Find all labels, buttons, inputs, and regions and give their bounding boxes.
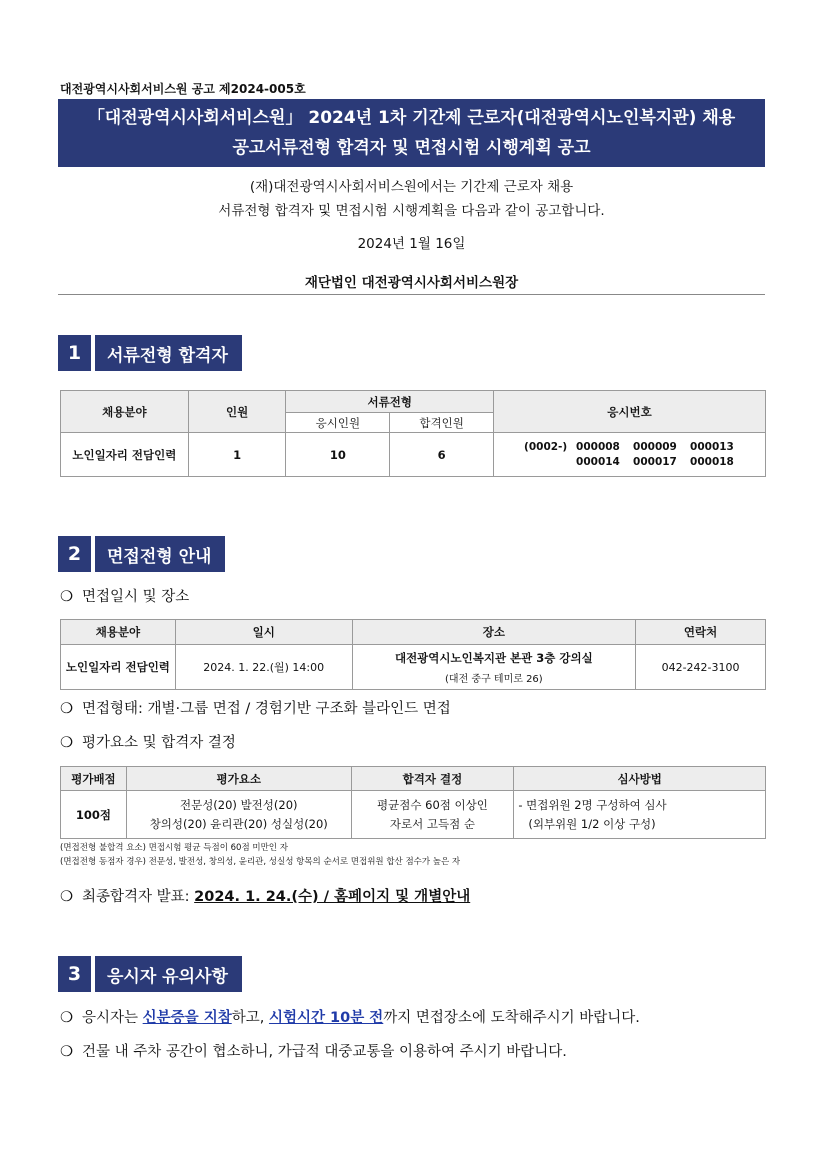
intro-line-1: (재)대전광역시사회서비스원에서는 기간제 근로자 채용 — [249, 179, 574, 195]
bullet-evaluation: ❍ 평가요소 및 합격자 결정 — [60, 735, 236, 751]
code-3: 000013 — [690, 440, 734, 453]
cell-applicant-numbers — [494, 433, 766, 477]
bring-id-emphasis: 신분증을 지참 — [142, 1010, 232, 1026]
section-1-number: 1 — [58, 335, 91, 371]
th-place: 장소 — [352, 620, 636, 645]
section-3-header — [58, 956, 242, 992]
cell-elements: 전문성(20) 발전성(20) 창의성(20) 윤리관(20) 성실성(20) — [126, 791, 351, 839]
th-passed: 합격인원 — [390, 413, 494, 433]
bullet-icon: ❍ — [60, 1044, 73, 1060]
evaluation-table — [60, 766, 766, 839]
section-3-title: 응시자 유의사항 — [95, 956, 242, 992]
section-3-number: 3 — [58, 956, 91, 992]
code-4: 000014 — [576, 455, 620, 468]
note-fail-criteria: (면접전형 불합격 요소) 면접시험 평균 득점이 60점 미만인 자 — [60, 843, 288, 853]
table-row — [61, 645, 766, 690]
arrival-time-emphasis: 시험시간 10분 전 — [268, 1010, 384, 1026]
th-method: 심사방법 — [514, 767, 766, 791]
th-count: 인원 — [188, 391, 286, 433]
cell-passed: 6 — [390, 433, 494, 477]
final-announcement-date: 2024. 1. 24.(수) / 홈페이지 및 개별안내 — [194, 889, 471, 905]
cell-field: 노인일자리 전담인력 — [61, 645, 176, 690]
section-1-header — [58, 335, 242, 371]
bullet-bring-id: ❍ 응시자는 신분증을 지참하고, 시험시간 10분 전까지 면접장소에 도착해주시기 바랍니다. — [60, 1010, 640, 1026]
th-elements: 평가요소 — [126, 767, 351, 791]
section-2-header — [58, 536, 225, 572]
th-score: 평가배점 — [61, 767, 127, 791]
bullet-final-announcement: ❍ 최종합격자 발표: 2024. 1. 24.(수) / 홈페이지 및 개별안내 — [60, 889, 471, 905]
intro-line-2: 서류전형 합격자 및 면접시험 시행계획을 다음과 같이 공고합니다. — [218, 203, 605, 219]
bullet-icon: ❍ — [60, 735, 73, 751]
bullet-interview-type: ❍ 면접형태: 개별·그룹 면접 / 경험기반 구조화 블라인드 면접 — [60, 701, 451, 717]
table-row — [61, 791, 766, 839]
bullet-icon: ❍ — [60, 589, 73, 605]
th-field: 채용분야 — [61, 391, 189, 433]
th-decision: 합격자 결정 — [351, 767, 514, 791]
bullet-icon: ❍ — [60, 701, 73, 717]
table-row — [61, 433, 766, 477]
cell-datetime: 2024. 1. 22.(월) 14:00 — [175, 645, 352, 690]
title-line-2: 공고서류전형 합격자 및 면접시험 시행계획 공고 — [232, 138, 591, 158]
cell-decision: 평균점수 60점 이상인 자로서 고득점 순 — [351, 791, 514, 839]
cell-contact: 042-242-3100 — [636, 645, 766, 690]
page-title — [58, 99, 765, 167]
note-tie-criteria: (면접전형 동점자 경우) 전문성, 발전성, 창의성, 윤리관, 성실성 항목의 순서로 면접위원 합산 점수가 높은 자 — [60, 857, 461, 867]
notice-number: 대전광역시사회서비스원 공고 제2024-005호 — [60, 82, 306, 96]
bullet-icon: ❍ — [60, 1010, 73, 1026]
section-2-number: 2 — [58, 536, 91, 572]
divider — [58, 294, 765, 295]
th-applicant-numbers: 응시번호 — [494, 391, 766, 433]
title-line-1: 「대전광역시사회서비스원」 2024년 1차 기간제 근로자(대전광역시노인복지관) 채용 — [87, 108, 736, 128]
cell-method: - 면접위원 2명 구성하여 심사 (외부위원 1/2 이상 구성) — [514, 791, 766, 839]
code-1: 000008 — [576, 440, 620, 453]
th-doc-screening: 서류전형 — [286, 391, 494, 413]
issuer: 재단법인 대전광역시사회서비스원장 — [304, 275, 519, 291]
code-prefix: (0002-) — [524, 440, 568, 453]
code-6: 000018 — [690, 455, 734, 468]
cell-applied: 10 — [286, 433, 390, 477]
th-datetime: 일시 — [175, 620, 352, 645]
place-address: (대전 중구 테미로 26) — [445, 673, 543, 685]
cell-score: 100점 — [61, 791, 127, 839]
section-2-title: 면접전형 안내 — [95, 536, 225, 572]
th-applied: 응시인원 — [286, 413, 390, 433]
bullet-parking: ❍ 건물 내 주차 공간이 협소하니, 가급적 대중교통을 이용하여 주시기 바랍니다. — [60, 1044, 567, 1060]
interview-schedule-table — [60, 619, 766, 690]
cell-place — [352, 645, 636, 690]
code-5: 000017 — [633, 455, 677, 468]
code-2: 000009 — [633, 440, 677, 453]
bullet-interview-datetime: ❍ 면접일시 및 장소 — [60, 589, 190, 605]
notice-date: 2024년 1월 16일 — [357, 236, 466, 252]
cell-count: 1 — [188, 433, 286, 477]
section-1-title: 서류전형 합격자 — [95, 335, 242, 371]
th-contact: 연락처 — [636, 620, 766, 645]
bullet-icon: ❍ — [60, 889, 73, 905]
place-main: 대전광역시노인복지관 본관 3층 강의실 — [394, 650, 593, 665]
document-pass-table — [60, 390, 766, 477]
th-field: 채용분야 — [61, 620, 176, 645]
cell-field: 노인일자리 전담인력 — [61, 433, 189, 477]
